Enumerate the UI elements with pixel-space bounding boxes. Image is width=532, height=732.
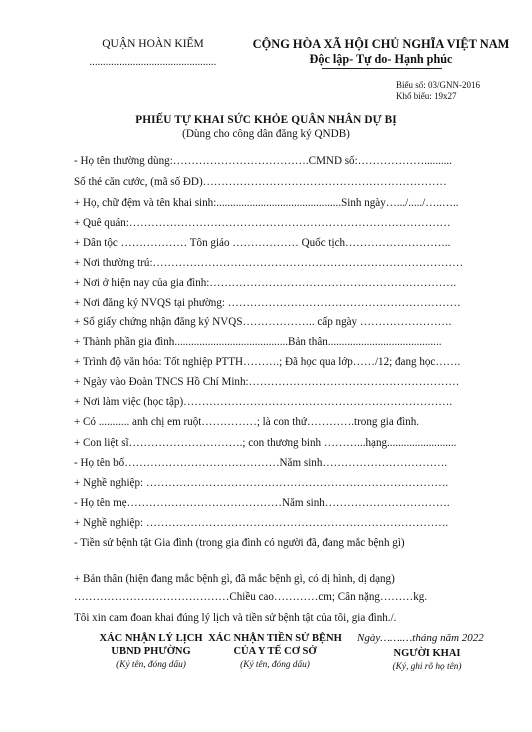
declarant-label: NGƯỜI KHAI bbox=[393, 648, 461, 659]
sign-date: Ngày…….…tháng năm 2022 bbox=[357, 632, 484, 644]
clinic-sign-note: (Ký tên, đóng dấu) bbox=[240, 660, 310, 670]
motto-underline bbox=[322, 68, 442, 69]
national-motto: Độc lập- Tự do- Hạnh phúc bbox=[309, 52, 453, 66]
district-dots: ............................................... bbox=[89, 57, 217, 68]
district-name: QUẬN HOÀN KIẾM bbox=[102, 38, 204, 50]
line-mother-job: + Nghề nghiệp: ………………………………………………………………………. bbox=[74, 517, 449, 529]
line-workplace: + Nơi làm việc (học tập)………………………………………………………………. bbox=[74, 396, 453, 408]
declarant-sign-note: (Ký, ghi rõ họ tên) bbox=[392, 662, 462, 672]
line-id-card: Số thẻ căn cước, (mã số ĐD)………………………………………………………… bbox=[74, 176, 447, 188]
line-martyr: + Con liệt sĩ………………………….; con thương binh ………...hạng......................... bbox=[74, 437, 457, 449]
form-size: Khổ biểu: 19x27 bbox=[396, 91, 457, 101]
line-personal-history: + Bản thân (hiện đang mắc bệnh gì, đã mắc bệnh gì, có dị hình, dị dạng) bbox=[74, 573, 395, 585]
line-residence: + Nơi thường trú:………………………………………………………………………… bbox=[74, 257, 464, 269]
line-youth-union: + Ngày vào Đoàn TNCS Hồ Chí Minh:………………………………………………… bbox=[74, 376, 460, 388]
line-siblings: + Có ........... anh chị em ruột……………; là con thứ………….trong gia đình. bbox=[74, 416, 420, 428]
national-header bbox=[250, 37, 512, 67]
line-father-name: - Họ tên bố……………………………………Năm sinh……………………………. bbox=[74, 457, 448, 469]
line-ethnicity: + Dân tộc ……………… Tôn giáo ……………… Quốc tịch……………………….. bbox=[74, 237, 451, 249]
clinic-confirmation: XÁC NHẬN TIỀN SỬ BỆNH CỦA Y TẾ CƠ SỞ bbox=[208, 633, 342, 657]
line-education: + Trình độ văn hóa: Tốt nghiệp PTTH……….; Đã học qua lớp……/12; đang học……. bbox=[74, 356, 461, 368]
ward-sign-note: (Ký tên, đóng dấu) bbox=[116, 660, 186, 670]
line-birth-name: + Họ, chữ đệm và tên khai sinh:.............................................Sinh ngày….../...../…..….. bbox=[74, 197, 459, 209]
line-family-history: - Tiền sử bệnh tật Gia đình (trong gia đình có người đã, đang mắc bệnh gì) bbox=[74, 537, 405, 549]
line-hometown: + Quê quán:…………………………………………………………………………… bbox=[74, 217, 451, 229]
line-height-weight: ……………………………………Chiều cao…………cm; Cân nặng………kg. bbox=[74, 591, 428, 603]
line-father-job: + Nghề nghiệp: ………………………………………………………………………. bbox=[74, 477, 449, 489]
ward-confirmation: XÁC NHẬN LÝ LỊCH UBND PHƯỜNG bbox=[99, 633, 203, 657]
line-mother-name: - Họ tên mẹ……………………………………Năm sinh……………………………. bbox=[74, 497, 450, 509]
form-subtitle: (Dùng cho công dân đăng ký QNDB) bbox=[182, 128, 350, 140]
line-common-name: - Họ tên thường dùng:……………………………….CMND số:……………….......... bbox=[74, 155, 452, 167]
district-header bbox=[60, 38, 246, 68]
line-declaration: Tôi xin cam đoan khai đúng lý lịch và tiền sử bệnh tật của tôi, gia đình./. bbox=[74, 612, 397, 624]
line-nvqs-ward: + Nơi đăng ký NVQS tại phường: ……………………………………………………… bbox=[74, 297, 461, 309]
form-title: PHIẾU TỰ KHAI SỨC KHỎE QUÂN NHÂN DỰ BỊ bbox=[135, 114, 397, 126]
form-code: Biểu số: 03/GNN-2016 bbox=[396, 80, 480, 90]
country-name: CỘNG HÒA XÃ HỘI CHỦ NGHĨA VIỆT NAM bbox=[252, 37, 510, 51]
line-current-address: + Nơi ở hiện nay của gia đình:…………………………………………………………. bbox=[74, 277, 457, 289]
line-nvqs-certificate: + Số giấy chứng nhận đăng ký NVQS……………….. cấp ngày ……………………. bbox=[74, 316, 452, 328]
line-family-class: + Thành phần gia đình.........................................Bản thân......................................... bbox=[74, 336, 442, 348]
